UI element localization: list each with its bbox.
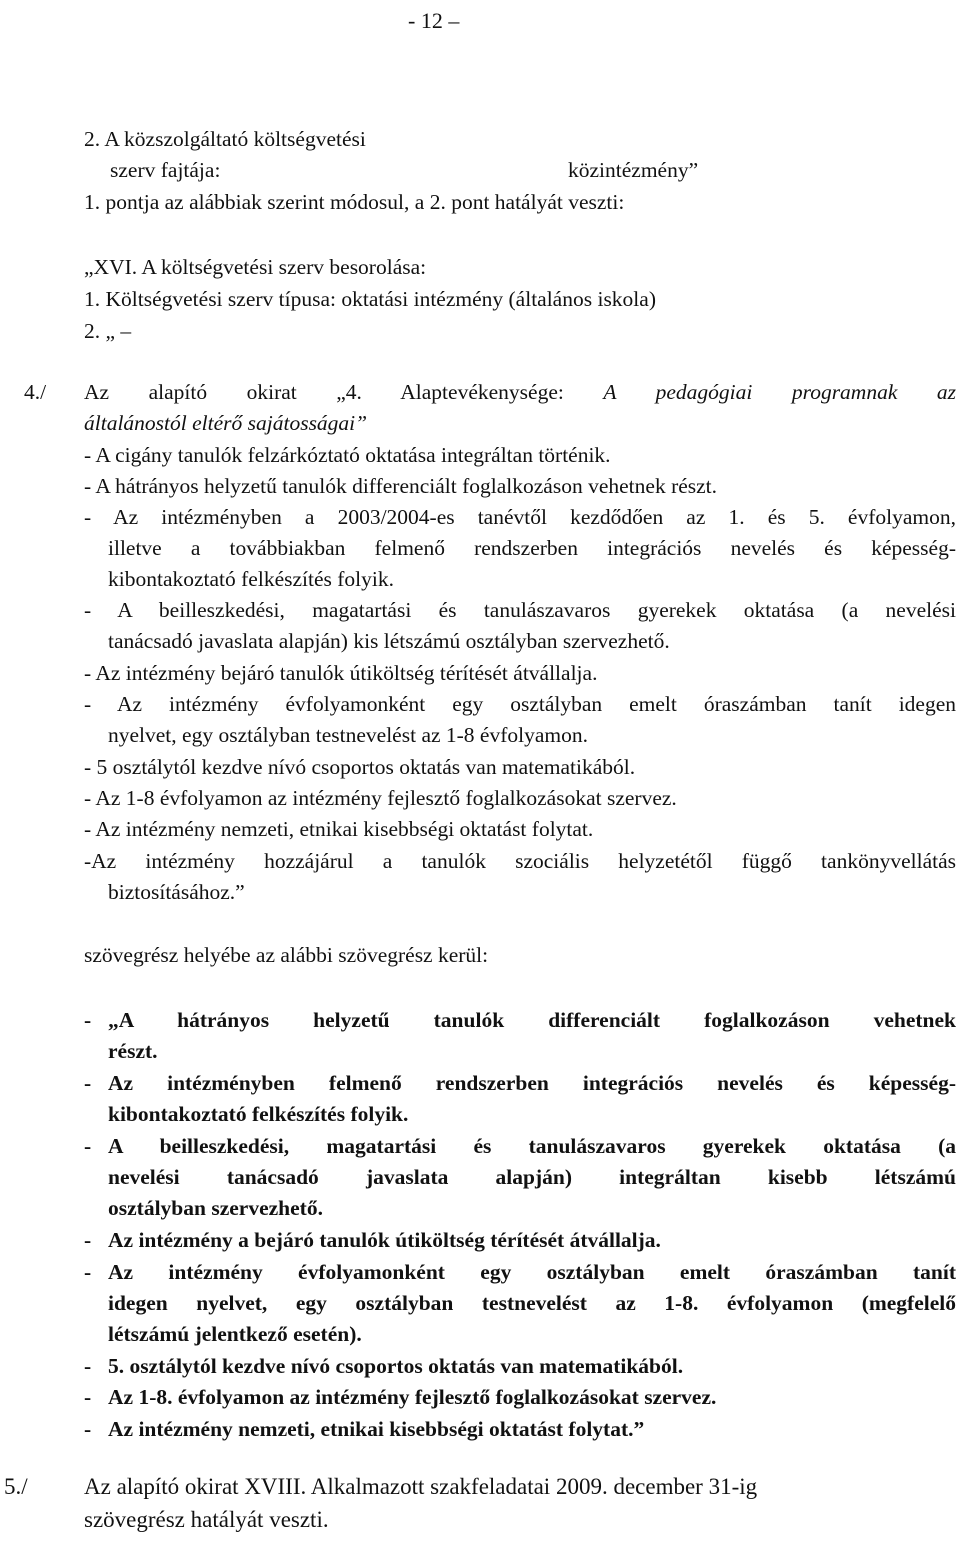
sec4-heading-italic: A pedagógiai programnak az <box>603 380 957 404</box>
old-item-7: - 5 osztálytól kezdve nívó csoportos oktatás van matematikából. <box>84 755 636 779</box>
old-item-6-cont: nyelvet, egy osztályban testnevelést az 1-8 évfolyamon. <box>108 723 589 747</box>
old-item-3-cont1: illetve a továbbiakban felmenő rendszerben integrációs nevelés és képesség- <box>108 536 956 560</box>
sec5-line1: Az alapító okirat XVIII. Alkalmazott szakfeladatai 2009. december 31-ig <box>84 1474 758 1499</box>
new-item-4: Az intézmény a bejáró tanulók útiköltség térítését átvállalja. <box>108 1228 661 1252</box>
new-item-3-cont1: nevelési tanácsadó javaslata alapján) integráltan kisebb létszámú <box>108 1165 956 1189</box>
new-item-2-dash: - <box>84 1071 92 1095</box>
sec16-line3: 2. „ – <box>84 319 132 343</box>
old-item-9: - Az intézmény nemzeti, etnikai kisebbségi oktatást folytat. <box>84 817 594 841</box>
old-item-2: - A hátrányos helyzetű tanulók differenciált foglalkozáson vehetnek részt. <box>84 474 718 498</box>
new-item-1-cont: részt. <box>108 1039 158 1063</box>
new-item-5-cont2: létszámú jelentkező esetén). <box>108 1322 362 1346</box>
sec4-heading-normal: Az alapító okirat „4. Alaptevékenysége: <box>84 380 564 404</box>
new-item-5-dash: - <box>84 1260 92 1284</box>
new-item-6-dash: - <box>84 1354 92 1378</box>
new-item-3: A beilleszkedési, magatartási és tanulászavaros gyerekek oktatása (a <box>108 1134 956 1158</box>
new-item-3-dash: - <box>84 1134 92 1158</box>
new-item-4-dash: - <box>84 1228 92 1252</box>
sec4-heading <box>84 382 956 404</box>
new-item-2-cont: kibontakoztató felkészítés folyik. <box>108 1102 409 1126</box>
page-number: - 12 – <box>408 8 460 33</box>
old-item-10-cont: biztosításához.” <box>108 880 245 904</box>
sec5-line2: szövegrész hatályát veszti. <box>84 1507 329 1532</box>
new-item-5: Az intézmény évfolyamonként egy osztályban emelt óraszámban tanít <box>108 1260 956 1284</box>
sec16-line2: 1. Költségvetési szerv típusa: oktatási intézmény (általános iskola) <box>84 287 656 311</box>
new-item-7-dash: - <box>84 1385 92 1409</box>
old-item-10: -Az intézmény hozzájárul a tanulók szociális helyzetétől függő tankönyvellátás <box>84 849 956 873</box>
sec2-line1: 2. A közszolgáltató költségvetési <box>84 127 366 151</box>
old-item-6: - Az intézmény évfolyamonként egy osztályban emelt óraszámban tanít idegen <box>84 692 956 716</box>
new-item-6: 5. osztálytól kezdve nívó csoportos oktatás van matematikából. <box>108 1354 684 1378</box>
new-item-8-dash: - <box>84 1417 92 1441</box>
sec4-heading-cont: általánostól eltérő sajátosságai” <box>84 411 368 435</box>
new-item-8: Az intézmény nemzeti, etnikai kisebbségi oktatást folytat.” <box>108 1417 645 1441</box>
new-item-1: „A hátrányos helyzetű tanulók differenciált foglalkozáson vehetnek <box>108 1008 956 1032</box>
sec4-number: 4./ <box>24 380 47 404</box>
old-item-3-cont2: kibontakoztató felkészítés folyik. <box>108 567 394 591</box>
old-item-8: - Az 1-8 évfolyamon az intézmény fejlesztő foglalkozásokat szervez. <box>84 786 677 810</box>
sec5-number: 5./ <box>4 1474 28 1499</box>
sec2-line2-value: közintézmény” <box>568 158 699 182</box>
sec16-line1: „XVI. A költségvetési szerv besorolása: <box>84 255 427 279</box>
old-item-4-cont: tanácsadó javaslata alapján) kis létszámú osztályban szervezhető. <box>108 629 670 653</box>
new-item-7: Az 1-8. évfolyamon az intézmény fejlesztő foglalkozásokat szervez. <box>108 1385 717 1409</box>
new-item-5-cont1: idegen nyelvet, egy osztályban testnevelést az 1-8. évfolyamon (megfelelő <box>108 1291 956 1315</box>
sec2-line2-label: szerv fajtája: <box>110 158 221 182</box>
old-item-4: - A beilleszkedési, magatartási és tanulászavaros gyerekek oktatása (a nevelési <box>84 598 956 622</box>
sec2-line3: 1. pontja az alábbiak szerint módosul, a 2. pont hatályát veszti: <box>84 190 625 214</box>
replacement-intro: szövegrész helyébe az alábbi szövegrész kerül: <box>84 943 489 967</box>
old-item-1: - A cigány tanulók felzárkóztató oktatása integráltan történik. <box>84 443 611 467</box>
new-item-3-cont2: osztályban szervezhető. <box>108 1196 323 1220</box>
old-item-5: - Az intézmény bejáró tanulók útiköltség térítését átvállalja. <box>84 661 598 685</box>
new-item-2: Az intézményben felmenő rendszerben integrációs nevelés és képesség- <box>108 1071 956 1095</box>
old-item-3: - Az intézményben a 2003/2004-es tanévtől kezdődően az 1. és 5. évfolyamon, <box>84 505 956 529</box>
new-item-1-dash: - <box>84 1008 92 1032</box>
